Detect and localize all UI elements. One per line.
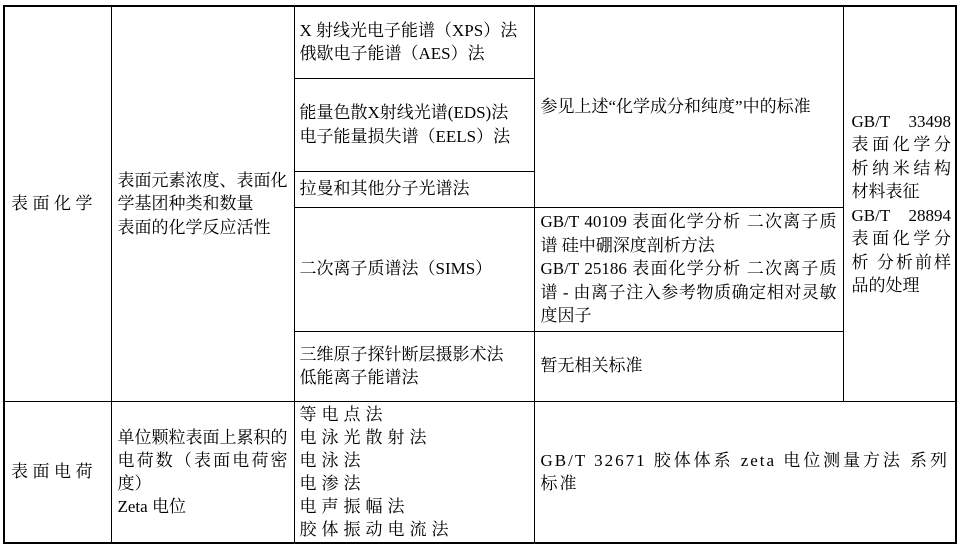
standard-cell-none (534, 331, 843, 401)
method-text: 电声振幅法 (299, 496, 410, 516)
method-cell-sims (294, 207, 534, 331)
standard-text: GB/T 25186 表面化学分析 二次离子质谱 - 由离子注入参考物质确定相对灵敏度因子 (540, 259, 837, 326)
property-cell-surface-charge (111, 401, 294, 543)
standard-text: 参见上述“化学成分和纯度”中的标准 (540, 97, 811, 116)
standard-cell-side (843, 6, 956, 401)
category-cell-surface-charge (4, 401, 111, 543)
method-cell-apt-leis (294, 331, 534, 401)
property-text: Zeta 电位 (117, 496, 186, 516)
method-text: 拉曼和其他分子光谱法 (299, 179, 470, 199)
method-text: 俄歇电子能谱（AES）法 (299, 44, 485, 64)
method-cell-xps-aes (294, 6, 534, 78)
table-row (4, 401, 956, 543)
method-text: 电泳法 (299, 450, 366, 470)
method-cell-eds-eels (294, 78, 534, 171)
property-text: 单位颗粒表面上累积的电荷数（表面电荷密度） (117, 427, 288, 493)
method-cell-raman (294, 171, 534, 207)
method-text: 能量色散X射线光谱(EDS)法 (299, 103, 509, 122)
property-text: 表面的化学反应活性 (117, 217, 271, 237)
property-cell-surface-chemistry (111, 6, 294, 401)
category-label: 表面电荷 (11, 462, 97, 481)
method-cell-charge-list (294, 401, 534, 543)
standard-cell-see-above (534, 6, 843, 207)
method-text: 低能离子能谱法 (299, 368, 419, 387)
standards-table (3, 5, 957, 544)
category-cell-surface-chemistry (4, 6, 111, 401)
category-label: 表面化学 (11, 194, 97, 213)
method-text: 电子能量损失谱（EELS）法 (299, 126, 511, 146)
standard-text: GB/T 28894 表面化学分析 分析前样品的处理 (851, 205, 951, 296)
method-text: X 射线光电子能谱（XPS）法 (299, 20, 518, 40)
method-text: 电渗法 (299, 473, 366, 493)
method-text: 二次离子质谱法（SIMS） (299, 259, 493, 279)
method-text: 电泳光散射法 (299, 427, 432, 447)
method-text: 胶体振动电流法 (299, 519, 454, 539)
standard-text: GB/T 33498 表面化学分析纳米结构材料表征 (851, 111, 951, 202)
standard-text: GB/T 40109 表面化学分析 二次离子质谱 硅中硼深度剖析方法 (540, 212, 837, 255)
document-page (3, 5, 955, 544)
table-row (4, 6, 956, 78)
method-text: 等电点法 (299, 404, 388, 424)
standard-text: GB/T 32671 胶体体系 zeta 电位测量方法 系列标准 (540, 450, 949, 493)
method-text: 三维原子探针断层摄影术法 (299, 344, 504, 364)
standard-text: 暂无相关标准 (540, 356, 643, 376)
property-text: 表面元素浓度、表面化学基团种类和数量 (117, 170, 288, 213)
standard-cell-sims (534, 207, 843, 331)
standard-cell-zeta (534, 401, 956, 543)
